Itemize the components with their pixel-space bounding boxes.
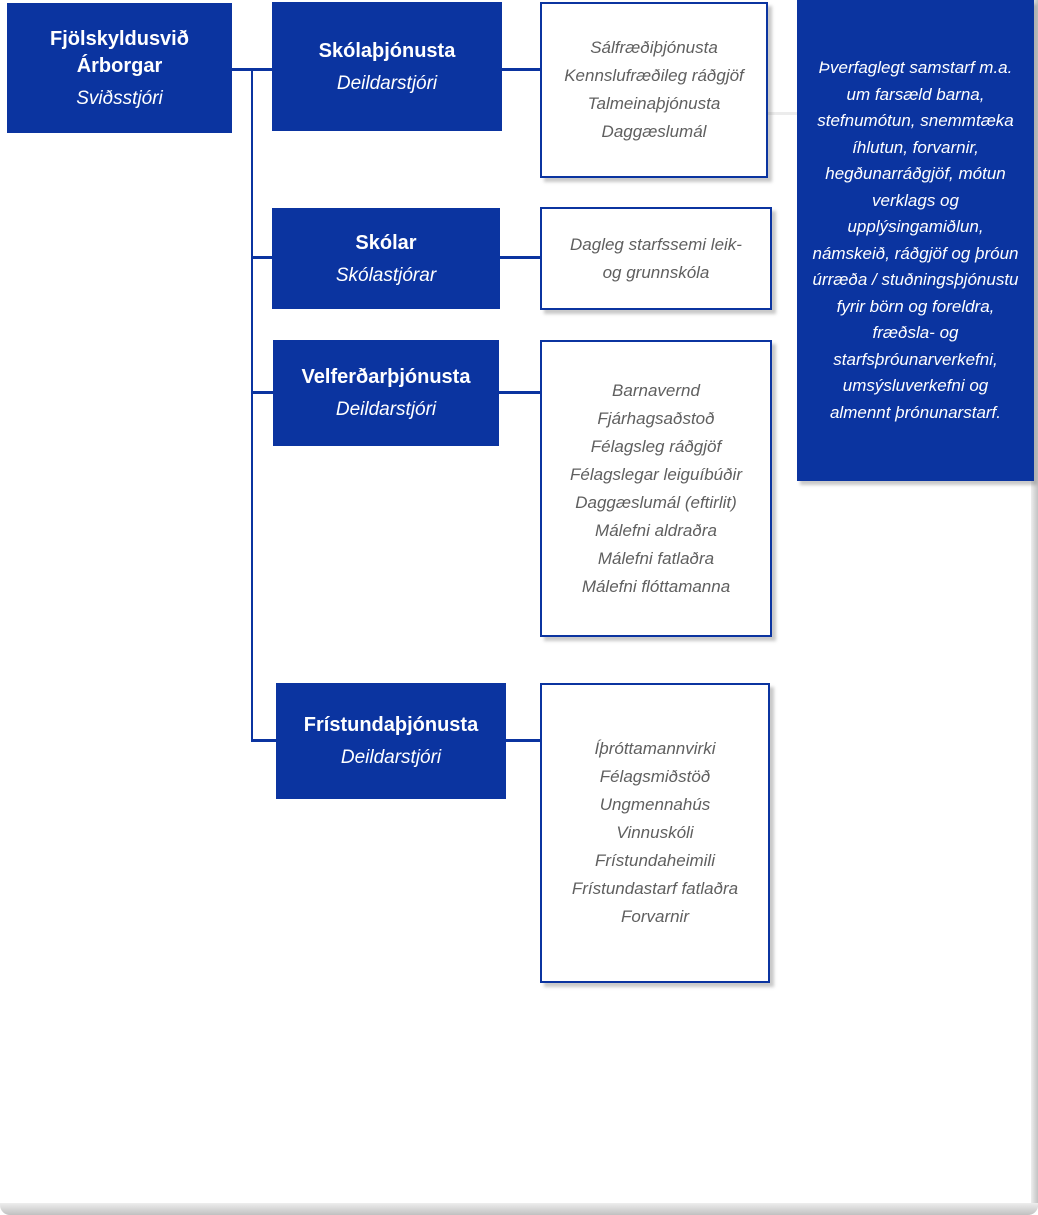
org-box-root-subtitle: Sviðsstjóri: [76, 87, 163, 109]
org-box-skolar-title: Skólar: [355, 231, 417, 254]
org-box-root: [7, 3, 232, 133]
connector-details-to-note: [768, 112, 797, 115]
connector-trunk-vertical: [251, 68, 253, 742]
connector-trunk-to-skolar: [251, 256, 272, 259]
org-box-skolathjonusta-title: Skólaþjónusta: [318, 39, 456, 62]
detail-item: Kennslufræðileg ráðgjöf: [564, 66, 744, 85]
detail-item: Ungmennahús: [599, 795, 711, 814]
org-box-skolar-subtitle: Skólastjórar: [335, 264, 437, 286]
org-box-skolathjonusta: [272, 2, 502, 131]
org-box-skolar: [272, 208, 500, 309]
detail-item: Vinnuskóli: [616, 823, 694, 842]
detail-box-fristundathjonusta: [540, 683, 770, 983]
detail-item: Dagleg starfssemi leik- og grunnskóla: [570, 234, 742, 282]
detail-item: Íþróttamannvirki: [594, 739, 716, 758]
connector-trunk-to-fristundathjonusta: [251, 739, 276, 742]
detail-item: Frístundaheimili: [595, 851, 715, 870]
detail-item: Sálfræðiþjónusta: [590, 38, 718, 57]
detail-item: Daggæslumál: [601, 122, 707, 141]
org-box-velferdarthjonusta: [273, 340, 499, 446]
detail-item: Barnavernd: [612, 380, 700, 400]
detail-list: [566, 735, 744, 931]
detail-item: Forvarnir: [620, 907, 689, 926]
connector-skolar-to-details: [499, 256, 540, 259]
org-box-skolathjonusta-subtitle: Deildarstjóri: [336, 72, 438, 94]
detail-item: Málefni flóttamanna: [581, 576, 731, 596]
detail-item: Félagsleg ráðgjöf: [590, 436, 722, 456]
org-box-velferdarthjonusta-title: Velferðarþjónusta: [301, 366, 471, 388]
note-text: Þverfaglegt samstarf m.a. um farsæld barna, stefnumótun, snemmtæka íhlutun, forvarnir, hegðunarráðgjöf, mótun verklags og upplýsingamiðlun, námskeið, ráðgjöf og þróun úrræða / stuðningsþjónustu fyrir börn og foreldra, fræðsla- og starfsþróunarverkefni, umsýsluverkefni og almennt þrónunarstarf.: [812, 58, 1019, 422]
detail-item: Daggæslumál (eftirlit): [575, 492, 737, 512]
connector-velferdarthjonusta-to-details: [498, 391, 540, 394]
page-edge-bottom: [0, 1203, 1038, 1215]
detail-list: [562, 231, 750, 287]
org-box-fristundathjonusta-title: Frístundaþjónusta: [303, 714, 479, 736]
detail-item: Fjárhagsaðstoð: [597, 408, 715, 428]
detail-box-skolathjonusta: [540, 2, 768, 178]
detail-item: Félagsmiðstöð: [599, 767, 711, 786]
org-box-velferdarthjonusta-subtitle: Deildarstjóri: [335, 399, 437, 420]
detail-list: [566, 377, 746, 601]
connector-trunk-to-velferdarthjonusta: [251, 391, 273, 394]
org-box-root-title: Fjölskyldusvið Árborgar: [50, 27, 189, 77]
detail-item: Málefni aldraðra: [595, 520, 717, 540]
detail-list: [562, 34, 746, 146]
detail-item: Talmeinaþjónusta: [587, 94, 721, 113]
org-box-fristundathjonusta: [276, 683, 506, 799]
detail-item: Frístundastarf fatlaðra: [571, 879, 739, 898]
note-box: [797, 0, 1034, 481]
detail-box-skolar: [540, 207, 772, 310]
connector-skolathjonusta-to-details: [500, 68, 540, 71]
org-box-fristundathjonusta-subtitle: Deildarstjóri: [340, 747, 442, 768]
detail-item: Málefni fatlaðra: [597, 548, 715, 568]
detail-item: Félagslegar leiguíbúðir: [570, 464, 742, 484]
detail-box-velferdarthjonusta: [540, 340, 772, 637]
